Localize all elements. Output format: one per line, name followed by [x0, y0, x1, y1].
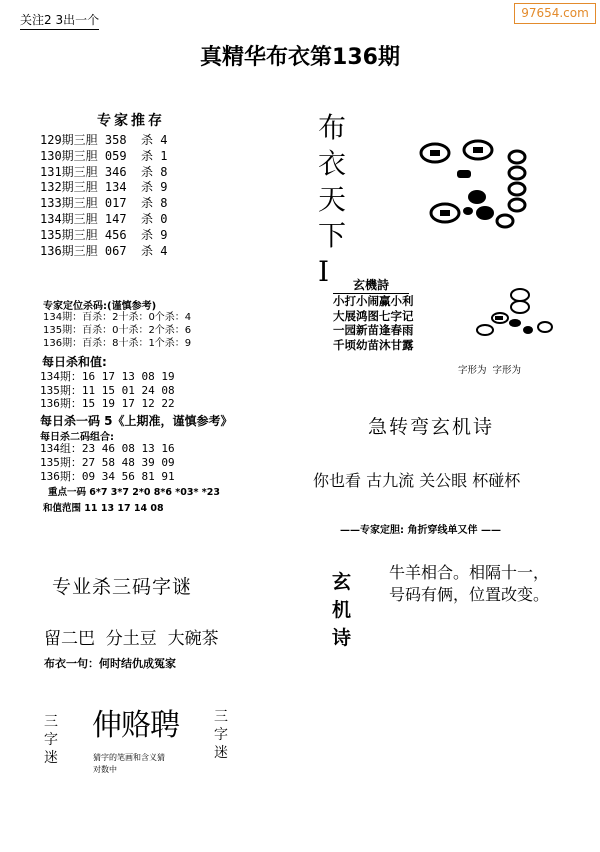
list-item: 134组：23 46 08 13 16	[40, 442, 175, 455]
list-item: 135期三胆 456 杀 9	[40, 227, 168, 242]
list-item: 号码有俩，位置改变。	[389, 585, 550, 604]
list-item: 136期：百杀：8十杀：1个杀：9	[43, 338, 192, 349]
expert-define: ——专家定胆: 角折穿线单又伴 ——	[340, 525, 501, 536]
two-code-list	[40, 442, 175, 484]
list-item: 132期三胆 134 杀 9	[40, 180, 168, 195]
coins-small-icon	[470, 285, 555, 350]
header-note: 关注2 3出一个	[20, 11, 99, 30]
list-item: 135期：百杀：0十杀：2个杀：6	[43, 325, 192, 336]
list-item: 136期三胆 067 杀 4	[40, 243, 168, 258]
list-item: 135期：27 58 48 39 09	[40, 456, 175, 469]
list-item: 130期三胆 059 杀 1	[40, 148, 168, 163]
urgent-line: 你也看 古九流 关公眼 杯碰杯	[313, 471, 521, 490]
riddle-hint-2: 对数中	[93, 765, 117, 774]
riddle-title: 专业杀三码字谜	[52, 576, 193, 598]
kill-codes-list	[43, 311, 191, 350]
riddle-line: 留二巴 分土豆 大碗茶	[44, 629, 219, 649]
xuanji-heading: 玄機詩	[333, 276, 409, 294]
watermark: 97654.com	[514, 3, 596, 24]
list-item: 134期：16 17 13 08 19	[40, 370, 175, 383]
expert-list	[40, 133, 167, 259]
poster-vertical-text: 布衣天下Ⅰ	[318, 111, 347, 288]
key-point: 重点一码 6*7 3*7 2*0 8*6 *03* *23	[48, 487, 220, 498]
daily-sum-list	[40, 370, 175, 411]
list-item: 大展鸿图七字记	[333, 308, 414, 323]
kill-codes-heading: 专家定位杀码:(谨慎参考)	[43, 301, 157, 312]
list-item: 133期三胆 017 杀 8	[40, 196, 168, 211]
two-code-heading: 每日杀二码组合:	[40, 432, 114, 443]
list-item: 136期：09 34 56 81 91	[40, 470, 175, 483]
list-item: 134期：百杀：2十杀：0个杀：4	[43, 312, 192, 323]
list-item: 牛羊相合。相隔十一，	[389, 563, 550, 582]
list-item: 131期三胆 346 杀 8	[40, 164, 168, 179]
list-item: 千顷幼苗沐甘露	[333, 337, 414, 352]
list-item: 134期三胆 147 杀 0	[40, 211, 168, 226]
list-item: 一园新苗逢春雨	[333, 323, 414, 337]
one-code-kill: 每日杀一码 5《上期准，谨慎参考》	[40, 414, 233, 428]
riddle-left-vertical: 三字迷	[44, 714, 58, 766]
riddle-right-vertical: 三字迷	[214, 709, 228, 761]
poem-vertical-title: 玄机诗	[332, 571, 352, 649]
list-item: 129期三胆 358 杀 4	[40, 133, 168, 147]
expert-heading: 专家推存	[97, 113, 165, 129]
urgent-title: 急转弯玄机诗	[368, 416, 495, 438]
riddle-hint-1: 猜字的笔画和含义猜	[93, 753, 165, 762]
riddle-big-chars: 伸赂聘	[92, 708, 179, 743]
list-item: 135期：11 15 01 24 08	[40, 383, 175, 397]
list-item: 136期：15 19 17 12 22	[40, 397, 175, 410]
riddle-saying: 布衣一句：何时结仇成冤家	[44, 657, 176, 670]
xuanji-caption: 字形为 字形为	[458, 365, 522, 376]
daily-sum-heading: 每日杀和值:	[42, 355, 107, 369]
xuanji-lines	[333, 294, 414, 352]
list-item: 小打小闹赢小利	[333, 294, 414, 308]
sum-range: 和值范围 11 13 17 14 08	[43, 503, 164, 514]
coins-illustration-icon	[405, 135, 540, 235]
page-title: 真精华布衣第136期	[200, 45, 400, 70]
poem-lines	[389, 562, 549, 606]
